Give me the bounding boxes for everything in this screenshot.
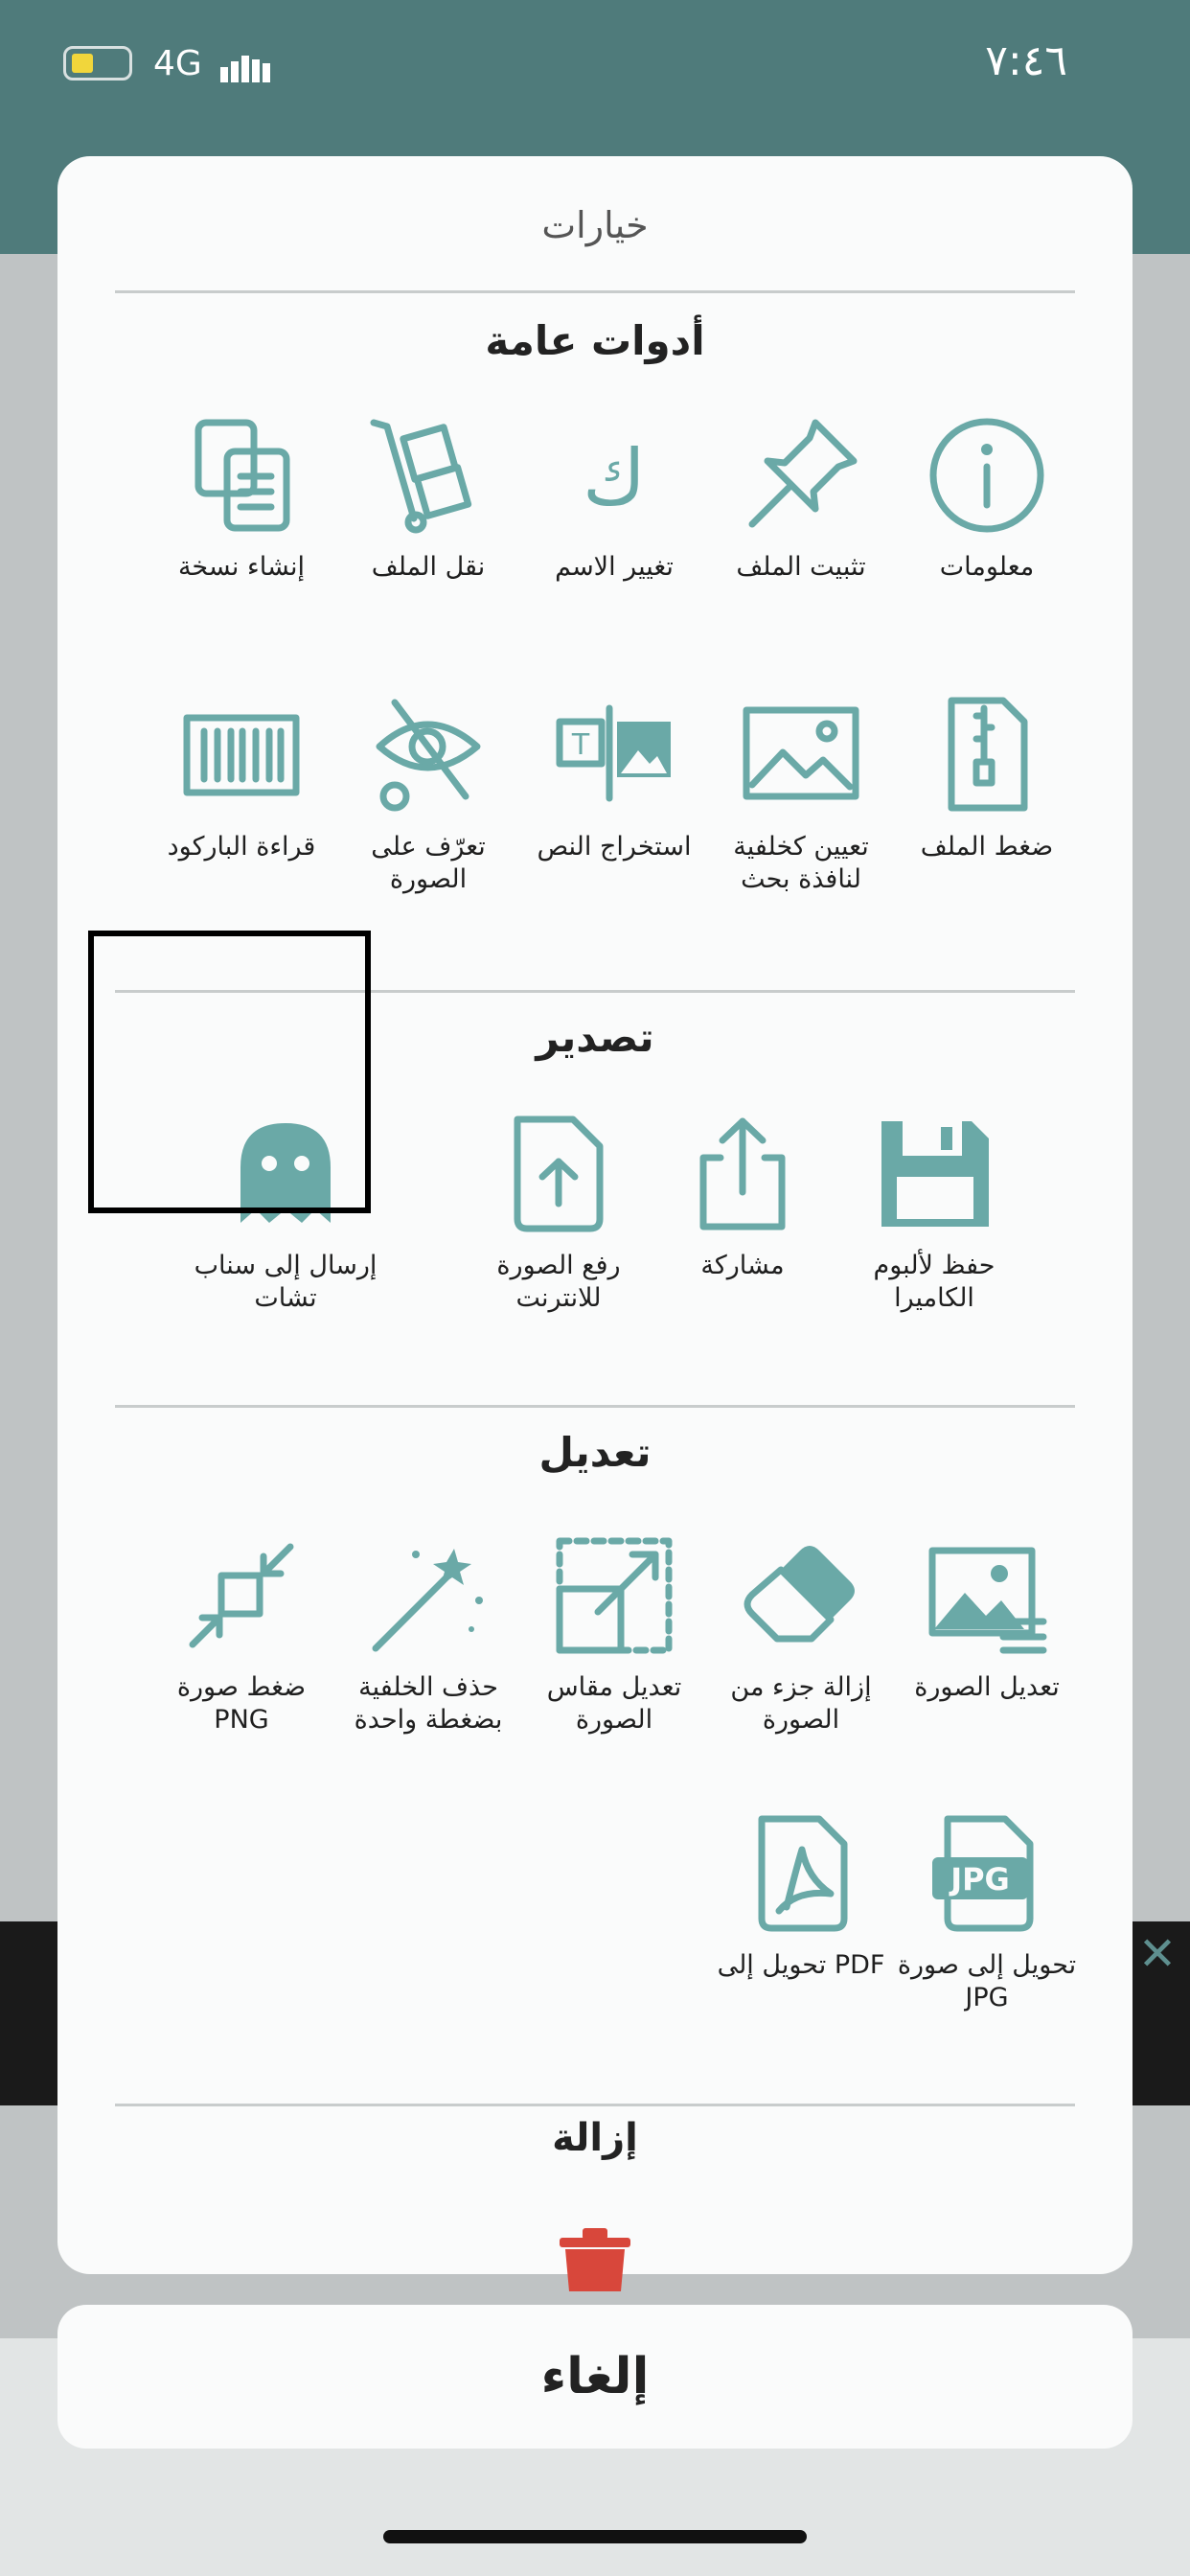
jpg-file-icon: [925, 1811, 1049, 1936]
svg-text:ك: ك: [583, 433, 646, 522]
pin-icon: [739, 413, 863, 538]
option-compress-file[interactable]: ضغط الملف: [891, 693, 1083, 863]
image-adjust-icon: [925, 1533, 1049, 1658]
option-edit-image[interactable]: تعديل الصورة: [891, 1533, 1083, 1704]
status-time: ٧:٤٦: [985, 36, 1067, 85]
network-label: 4G: [153, 44, 202, 83]
section-title-general: أدوات عامة: [485, 317, 705, 364]
divider: [115, 1405, 1075, 1408]
option-convert-jpg[interactable]: JPG تحويل إلى صورة JPG: [891, 1811, 1083, 2014]
option-recognize-image[interactable]: تعرّف على الصورة: [332, 693, 524, 896]
pdf-file-icon: [739, 1811, 863, 1936]
magic-wand-icon: [366, 1533, 491, 1658]
info-icon: [925, 413, 1049, 538]
battery-icon: [63, 46, 132, 80]
image-frame-icon: [739, 693, 863, 817]
svg-text:JPG: JPG: [950, 1861, 1010, 1898]
hidden-eye-icon: [366, 693, 491, 817]
close-icon[interactable]: ✕: [1137, 1927, 1178, 1981]
options-sheet: [57, 156, 1133, 2274]
sheet-title: خيارات: [541, 204, 649, 246]
status-bar: [0, 36, 1190, 94]
text-image-icon: [552, 693, 676, 817]
option-info[interactable]: معلومات: [891, 413, 1083, 584]
barcode-icon: [179, 693, 304, 817]
option-resize-image[interactable]: تعديل مقاس الصورة: [518, 1533, 710, 1736]
floppy-disk-icon: [872, 1112, 996, 1236]
option-move-file[interactable]: نقل الملف: [332, 413, 524, 584]
rename-letter-icon: [552, 413, 676, 538]
option-convert-pdf[interactable]: تحويل إلى PDF: [705, 1811, 897, 1982]
section-title-edit: تعديل: [538, 1429, 652, 1476]
option-upload-image[interactable]: رفع الصورة للانترنت: [463, 1112, 654, 1315]
remove-option-label[interactable]: إزالة: [552, 2116, 638, 2160]
selection-highlight: [88, 931, 371, 1213]
option-send-to-snapchat[interactable]: إرسال إلى سناب تشات: [190, 1112, 381, 1315]
svg-text:T: T: [571, 728, 590, 762]
option-save-to-camera-roll[interactable]: حفظ لألبوم الكاميرا: [838, 1112, 1030, 1315]
home-indicator: [383, 2530, 807, 2543]
divider: [115, 290, 1075, 293]
file-upload-icon: [496, 1112, 621, 1236]
zip-file-icon: [925, 693, 1049, 817]
option-share[interactable]: مشاركة: [647, 1112, 838, 1282]
section-title-export: تصدير: [536, 1014, 654, 1061]
option-duplicate[interactable]: إنشاء نسخة: [146, 413, 337, 584]
option-rename[interactable]: ك تغيير الاسم: [518, 413, 710, 584]
trash-icon[interactable]: [552, 2224, 638, 2291]
option-read-barcode[interactable]: قراءة الباركود: [146, 693, 337, 863]
divider: [115, 2104, 1075, 2106]
option-pin-file[interactable]: تثبيت الملف: [705, 413, 897, 584]
eraser-icon: [739, 1533, 863, 1658]
compress-image-icon: [179, 1533, 304, 1658]
hand-truck-icon: [366, 413, 491, 538]
resize-icon: [552, 1533, 676, 1658]
option-remove-background[interactable]: حذف الخلفية بضغطة واحدة: [332, 1533, 524, 1736]
option-erase-part[interactable]: إزالة جزء من الصورة: [705, 1533, 897, 1736]
option-compress-png[interactable]: ضغط صورة PNG: [146, 1533, 337, 1736]
copy-icon: [179, 413, 304, 538]
option-extract-text[interactable]: T استخراج النص: [518, 693, 710, 863]
cancel-button[interactable]: إلغاء: [57, 2305, 1133, 2449]
option-set-wallpaper[interactable]: تعيين كخلفية لنافذة بحث: [705, 693, 897, 896]
share-icon: [680, 1112, 805, 1236]
signal-icon: [220, 50, 270, 82]
